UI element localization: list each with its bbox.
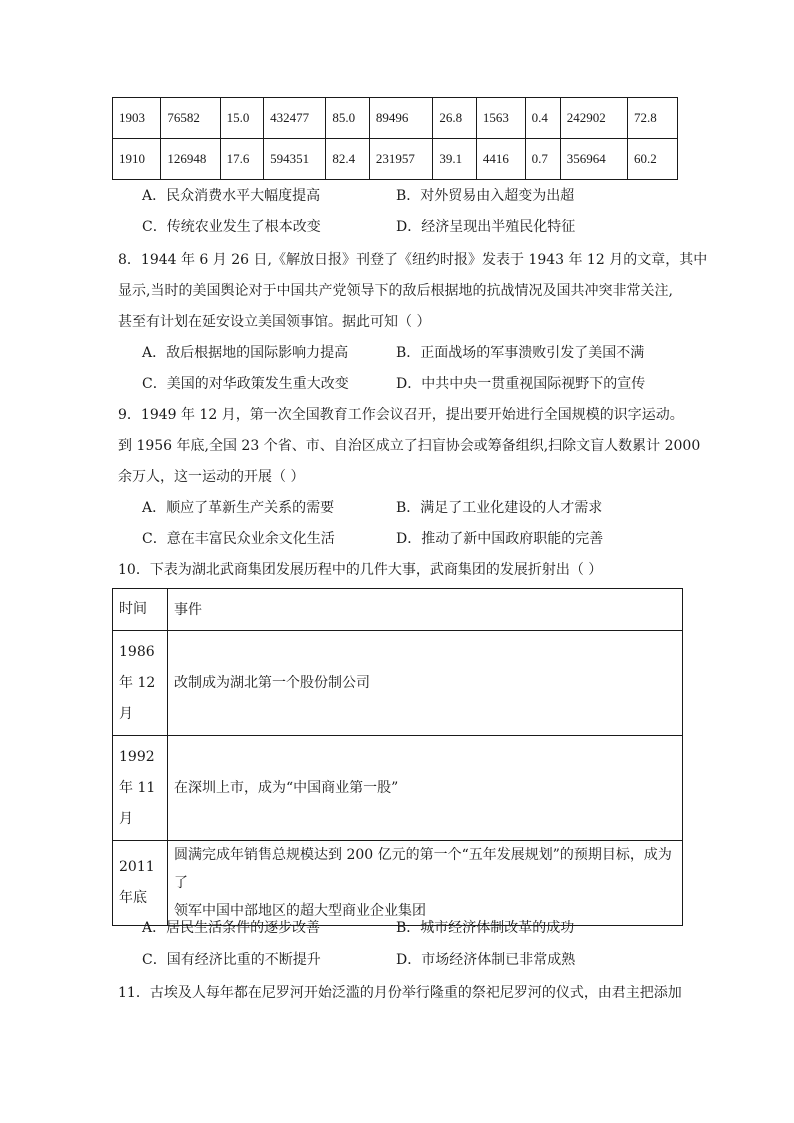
- time-cell: [113, 841, 168, 926]
- trade-cell: 1563: [476, 98, 525, 139]
- trade-cell: 231957: [369, 139, 432, 180]
- trade-row: [113, 98, 678, 139]
- trade-cell: 0.4: [525, 98, 560, 139]
- event-cell: [168, 736, 683, 841]
- event-line: 圆满完成年销售总规模达到 200 亿元的第一个“五年发展规划”的预期目标，成为了: [174, 847, 672, 891]
- events-row-1986: [113, 631, 683, 736]
- q8-option-c: C．美国的对华政策发生重大改变: [142, 376, 349, 392]
- trade-cell: 15.0: [220, 98, 264, 139]
- q9-stem-line-2: 到 1956 年底,全国 23 个省、市、自治区成立了扫盲协会或筹备组织,扫除文盲人数累计 2000: [118, 438, 701, 454]
- q7-option-a: A．民众消费水平大幅度提高: [142, 188, 321, 204]
- q9-option-d: D．推动了新中国政府职能的完善: [396, 531, 604, 547]
- q10-option-b: B．城市经济体制改革的成功: [396, 920, 575, 936]
- trade-statistics-table: [112, 97, 678, 180]
- events-row-2011: [113, 841, 683, 926]
- time-line: 年 12: [119, 674, 156, 691]
- q8-stem-line-3: 甚至有计划在延安设立美国领事馆。据此可知（ ）: [118, 314, 431, 330]
- q9-option-b: B．满足了工业化建设的人才需求: [396, 500, 603, 516]
- time-cell: [113, 736, 168, 841]
- time-line: 1986: [119, 643, 155, 660]
- q9-stem-line-3: 余万人，这一运动的开展（ ）: [118, 469, 305, 485]
- trade-cell: 356964: [560, 139, 627, 180]
- trade-cell: 1903: [113, 98, 161, 139]
- wushang-events-table: [112, 588, 683, 926]
- time-line: 月: [119, 705, 133, 722]
- trade-cell: 432477: [264, 98, 326, 139]
- q7-option-b: B．对外贸易由入超变为出超: [396, 188, 575, 204]
- q9-option-c: C．意在丰富民众业余文化生活: [142, 531, 335, 547]
- q9-option-a: A．顺应了革新生产关系的需要: [142, 500, 335, 516]
- q10-option-d: D．市场经济体制已非常成熟: [396, 952, 576, 968]
- time-cell: [113, 631, 168, 736]
- time-line: 1992: [119, 748, 155, 765]
- event-cell: [168, 631, 683, 736]
- trade-cell: 82.4: [326, 139, 370, 180]
- event-line: 在深圳上市，成为“中国商业第一股”: [174, 780, 399, 796]
- q8-stem-line-2: 显示,当时的美国舆论对于中国共产党领导下的敌后根据地的抗战情况及国共冲突非常关注,: [118, 283, 673, 299]
- trade-cell: 17.6: [220, 139, 264, 180]
- trade-cell: 1910: [113, 139, 161, 180]
- event-line: 改制成为湖北第一个股份制公司: [174, 675, 370, 691]
- q10-option-a: A．居民生活条件的逐步改善: [142, 920, 321, 936]
- trade-cell: 126948: [161, 139, 220, 180]
- trade-cell: 72.8: [628, 98, 678, 139]
- trade-cell: 26.8: [433, 98, 477, 139]
- event-cell: [168, 841, 683, 926]
- trade-cell: 0.7: [525, 139, 560, 180]
- trade-row: [113, 139, 678, 180]
- trade-cell: 89496: [369, 98, 432, 139]
- trade-cell: 594351: [264, 139, 326, 180]
- q8-option-a: A．敌后根据地的国际影响力提高: [142, 345, 349, 361]
- q7-option-c: C．传统农业发生了根本改变: [142, 219, 321, 235]
- events-row-1992: [113, 736, 683, 841]
- q9-stem-line-1: 9．1949 年 12 月，第一次全国教育工作会议召开，提出要开始进行全国规模的识字运动。: [118, 407, 684, 423]
- trade-cell: 39.1: [433, 139, 477, 180]
- trade-cell: 85.0: [326, 98, 370, 139]
- q10-option-c: C．国有经济比重的不断提升: [142, 952, 321, 968]
- events-header-row: [113, 589, 683, 631]
- time-line: 年 11: [119, 779, 156, 796]
- header-event: 事件: [168, 589, 683, 631]
- trade-cell: 4416: [476, 139, 525, 180]
- header-time: 时间: [113, 589, 168, 631]
- q8-option-b: B．正面战场的军事溃败引发了美国不满: [396, 345, 645, 361]
- trade-cell: 76582: [161, 98, 220, 139]
- trade-cell: 242902: [560, 98, 627, 139]
- time-line: 年底: [119, 890, 147, 906]
- q8-stem-line-1: 8．1944 年 6 月 26 日,《解放日报》刊登了《纽约时报》发表于 1943 年 12 月的文章，其中: [118, 252, 708, 268]
- trade-cell: 60.2: [628, 139, 678, 180]
- q10-stem: 10．下表为湖北武商集团发展历程中的几件大事，武商集团的发展折射出（ ）: [118, 562, 603, 578]
- time-line: 月: [119, 810, 133, 827]
- q11-stem: 11．古埃及人每年都在尼罗河开始泛滥的月份举行隆重的祭祀尼罗河的仪式，由君主把添加: [118, 985, 682, 1001]
- q8-option-d: D．中共中央一贯重视国际视野下的宣传: [396, 376, 646, 392]
- event-line: 领军中国中部地区的超大型商业企业集团: [174, 903, 426, 919]
- time-line: 2011: [119, 859, 155, 875]
- q7-option-d: D．经济呈现出半殖民化特征: [396, 219, 576, 235]
